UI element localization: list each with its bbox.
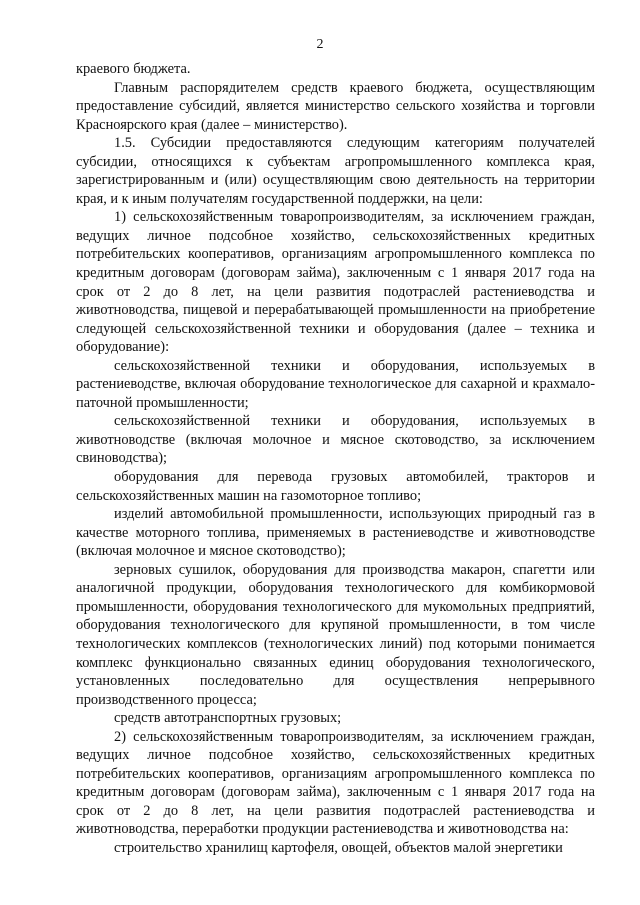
paragraph: сельскохозяйственной техники и оборудования, используемых в животноводстве (включая молочное и мясное скотоводство, за исключением свиноводства);: [76, 413, 595, 467]
paragraph: строительство хранилищ картофеля, овощей, объектов малой энергетики: [114, 839, 563, 856]
paragraph: средств автотранспортных грузовых;: [114, 710, 342, 727]
document-body: [76, 60, 595, 858]
paragraph: 2) сельскохозяйственным товаропроизводителям, за исключением граждан, ведущих личное подсобное хозяйство, сельскохозяйственных кредитных потребительских кооперативов, организациям агропромышленного комплекса по кредитным договорам (договорам займа), заключенным с 1 января 2017 года на срок от 2 до 8 лет, на цели развития подотраслей растениеводства и животноводства, переработки продукции растениеводства и животноводства на:: [76, 728, 595, 838]
paragraph: зерновых сушилок, оборудования для производства макарон, спагетти или аналогичной продукции, оборудования технологического для комбикормовой промышленности, оборудования технологического для мукомольных предприятий, оборудования технологического для крупяной промышленности, в том числе технологических комплексов (технологических линий) под которыми понимается комплекс функционально связанных единиц оборудования технологического, установленных последовательно для осуществления непрерывного производственного процесса;: [76, 561, 595, 708]
paragraph: изделий автомобильной промышленности, использующих природный газ в качестве моторного топлива, применяемых в растениеводстве и животноводстве (включая молочное и мясное скотоводство);: [76, 506, 595, 560]
paragraph: оборудования для перевода грузовых автомобилей, тракторов и сельскохозяйственных машин на газомоторное топливо;: [76, 469, 595, 504]
paragraph: 1) сельскохозяйственным товаропроизводителям, за исключением граждан, ведущих личное подсобное хозяйство, сельскохозяйственных кредитных потребительских кооперативов, организациям агропромышленного комплекса по кредитным договорам (договорам займа), заключенным с 1 января 2017 года на срок от 2 до 8 лет, на цели развития подотраслей растениеводства и животноводства, пищевой и перерабатывающей промышленности на приобретение следующей сельскохозяйственной техники и оборудования (далее – техника и оборудование):: [76, 209, 595, 356]
page-number: 2: [316, 37, 324, 52]
paragraph: Главным распорядителем средств краевого бюджета, осуществляющим предоставление субсидий, является министерство сельского хозяйства и торговли Красноярского края (далее – министерство).: [76, 79, 595, 133]
paragraph: сельскохозяйственной техники и оборудования, используемых в растениеводстве, включая оборудование технологическое для сахарной и крахмало-паточной промышленности;: [76, 357, 595, 411]
paragraph: краевого бюджета.: [76, 61, 191, 77]
paragraph: 1.5. Субсидии предоставляются следующим категориям получателей субсидии, относящихся к субъектам агропромышленного комплекса края, зарегистрированным и (или) осуществляющим свою деятельность на территории края, и к иным получателям государственной поддержки, на цели:: [76, 135, 595, 207]
